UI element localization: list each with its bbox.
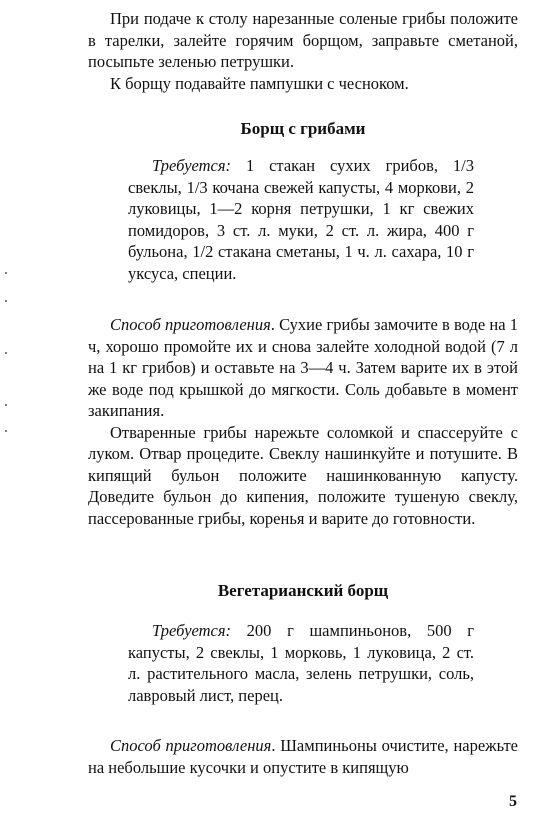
- scan-speck: [5, 430, 7, 432]
- method-paragraph-1: [88, 735, 518, 778]
- method-text: . Сухие грибы замочите в воде на 1 ч, хорошо промойте их и снова залейте холодной водой (7 л на 1 кг грибов) и оставьте на 3—4 ч. Затем варите их в этой же воде под крышкой до мягкости. Соль добавьте в момент закипания.: [88, 315, 518, 420]
- intro-paragraph-1: При подаче к столу нарезанные соленые грибы положите в тарелки, залейте горячим борщом, заправьте сметаной, посыпьте зеленью петрушки.: [88, 9, 518, 71]
- recipe1-method: [88, 314, 518, 529]
- method-text: . Шампиньоны очистите, нарежьте на небольшие кусочки и опустите в кипящую: [88, 736, 518, 777]
- method-paragraph-1: [88, 314, 518, 422]
- requires-label: Требуется:: [152, 156, 232, 175]
- scan-speck: [5, 300, 7, 302]
- ingredients-text: 200 г шампиньонов, 500 г капусты, 2 свеклы, 1 морковь, 1 луковица, 2 ст. л. растительного масла, зелень петрушки, соль, лавровый лист, перец.: [128, 621, 474, 705]
- method-paragraph-2: Отваренные грибы нарежьте соломкой и спассеруйте с луком. Отвар процедите. Свеклу нашинкуйте и потушите. В кипящий бульон положите нашинкованную капусту. Доведите бульон до кипения, положите тушеную свеклу, пассерованные грибы, коренья и варите до готовности.: [88, 422, 518, 528]
- ingredients-text: 1 стакан сухих грибов, 1/3 свеклы, 1/3 кочана свежей капусты, 4 моркови, 2 луковицы, 1—2 корня петрушки, 1 кг свежих помидоров, 3 ст. л. муки, 2 ст. л. жира, 400 г бульона, 1/2 стакана сметаны, 1 ч. л. сахара, 10 г уксуса, специи.: [128, 156, 474, 283]
- recipe1-ingredients: [128, 155, 474, 284]
- scan-speck: [5, 404, 7, 406]
- recipe-title-vegetarian-borscht: Вегетарианский борщ: [217, 581, 389, 600]
- method-label: Способ приготовления: [110, 736, 272, 755]
- scan-speck: [5, 352, 7, 354]
- scan-speck: [5, 272, 7, 274]
- recipe2-ingredients: [128, 620, 474, 706]
- intro-text: [88, 8, 518, 94]
- recipe-title-mushroom-borscht: Борщ с грибами: [240, 119, 366, 138]
- intro-paragraph-2: К борщу подавайте пампушки с чесноком.: [110, 73, 409, 93]
- requires-label: Требуется:: [152, 621, 232, 640]
- method-label: Способ приготовления: [110, 315, 271, 334]
- recipe2-method: [88, 735, 518, 778]
- page-number: 5: [509, 793, 517, 810]
